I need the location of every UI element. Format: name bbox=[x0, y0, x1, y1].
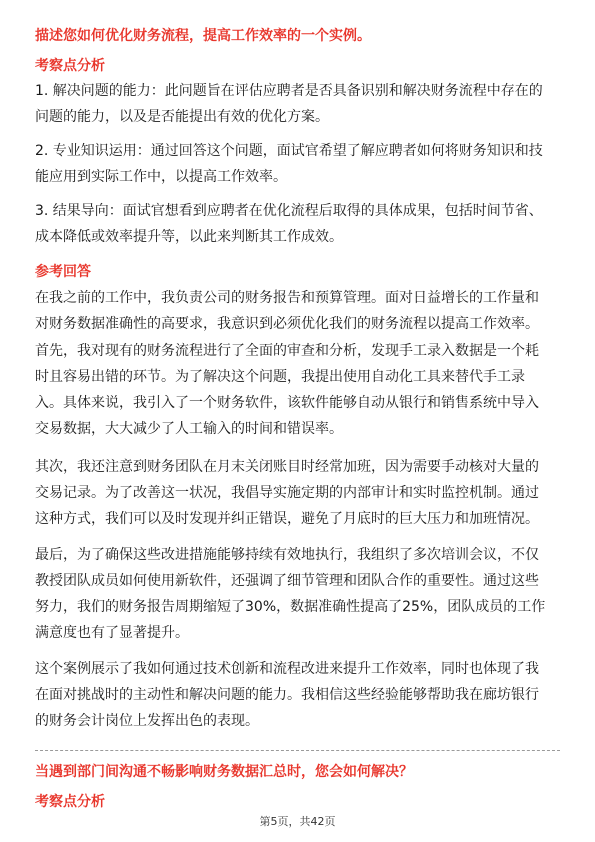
answer-line: 教授团队成员如何使用新软件，还强调了细节管理和团队合作的重要性。通过这些 bbox=[35, 573, 539, 589]
page-number-footer: 第5页，共42页 bbox=[259, 815, 336, 828]
answer-line: 其次，我还注意到财务团队在月末关闭账目时经常加班，因为需要手动核对大量的 bbox=[35, 459, 539, 475]
analysis-heading: 考察点分析 bbox=[35, 58, 105, 74]
answer-line: 首先，我对现有的财务流程进行了全面的审查和分析，发现手工录入数据是一个耗 bbox=[35, 343, 539, 359]
answer-line: 入。具体来说，我引入了一个财务软件，该软件能够自动从银行和销售系统中导入 bbox=[35, 395, 539, 411]
section-divider bbox=[35, 750, 560, 751]
answer-line: 对财务数据准确性的高要求，我意识到必须优化我们的财务流程以提高工作效率。 bbox=[35, 316, 539, 332]
analysis-line: 3. 结果导向：面试官想看到应聘者在优化流程后取得的具体成果，包括时间节省、 bbox=[35, 203, 543, 219]
answer-line: 的财务会计岗位上发挥出色的表现。 bbox=[35, 713, 259, 729]
answer-line: 在我之前的工作中，我负责公司的财务报告和预算管理。面对日益增长的工作量和 bbox=[35, 290, 539, 306]
answer-line: 交易数据，大大减少了人工输入的时间和错误率。 bbox=[35, 421, 343, 437]
answer-line: 最后，为了确保这些改进措施能够持续有效地执行，我组织了多次培训会议，不仅 bbox=[35, 547, 539, 563]
answer-line: 交易记录。为了改善这一状况，我倡导实施定期的内部审计和实时监控机制。通过 bbox=[35, 485, 539, 501]
question-title: 当遇到部门间沟通不畅影响财务数据汇总时，您会如何解决？ bbox=[35, 764, 413, 780]
question-title: 描述您如何优化财务流程，提高工作效率的一个实例。 bbox=[35, 28, 371, 44]
answer-line: 时且容易出错的环节。为了解决这个问题，我提出使用自动化工具来替代手工录 bbox=[35, 369, 525, 385]
analysis-line: 2. 专业知识运用：通过回答这个问题，面试官希望了解应聘者如何将财务知识和技 bbox=[35, 143, 543, 159]
answer-line: 满意度也有了显著提升。 bbox=[35, 625, 189, 641]
analysis-line: 问题的能力，以及是否能提出有效的优化方案。 bbox=[35, 109, 329, 125]
analysis-line: 1. 解决问题的能力：此问题旨在评估应聘者是否具备识别和解决财务流程中存在的 bbox=[35, 83, 543, 99]
answer-line: 在面对挑战时的主动性和解决问题的能力。我相信这些经验能够帮助我在廊坊银行 bbox=[35, 687, 539, 703]
answer-line: 这个案例展示了我如何通过技术创新和流程改进来提升工作效率，同时也体现了我 bbox=[35, 661, 539, 677]
analysis-heading: 考察点分析 bbox=[35, 794, 105, 810]
answer-line: 这种方式，我们可以及时发现并纠正错误，避免了月底时的巨大压力和加班情况。 bbox=[35, 511, 539, 527]
analysis-line: 能应用到实际工作中，以提高工作效率。 bbox=[35, 169, 287, 185]
answer-line: 努力，我们的财务报告周期缩短了30%，数据准确性提高了25%，团队成员的工作 bbox=[35, 599, 546, 615]
analysis-line: 成本降低或效率提升等，以此来判断其工作成效。 bbox=[35, 229, 343, 245]
answer-heading: 参考回答 bbox=[35, 264, 91, 280]
